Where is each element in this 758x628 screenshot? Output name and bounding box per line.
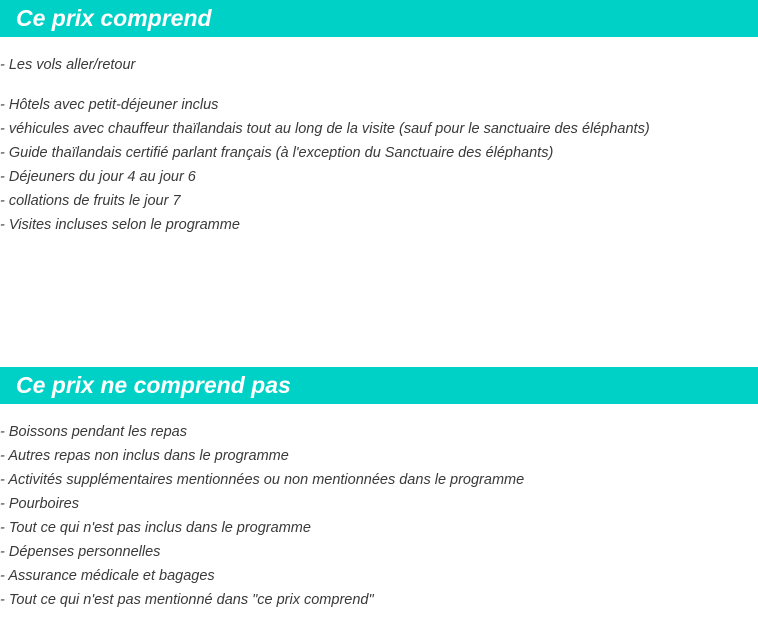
list-item: - Assurance médicale et bagages xyxy=(0,568,215,584)
excludes-header xyxy=(0,367,758,404)
list-item: - Pourboires xyxy=(0,496,79,512)
list-item: - collations de fruits le jour 7 xyxy=(0,193,181,209)
includes-list xyxy=(0,53,756,237)
list-item: - Hôtels avec petit-déjeuner inclus xyxy=(0,97,219,113)
excludes-list xyxy=(0,420,756,612)
includes-title: Ce prix comprend xyxy=(16,5,212,31)
list-item: - Tout ce qui n'est pas mentionné dans "ce prix comprend" xyxy=(0,592,374,608)
list-item: - Boissons pendant les repas xyxy=(0,424,187,440)
list-item: - Autres repas non inclus dans le programme xyxy=(0,448,289,464)
list-item: - Les vols aller/retour xyxy=(0,57,136,73)
excludes-title: Ce prix ne comprend pas xyxy=(16,372,291,398)
includes-header xyxy=(0,0,758,37)
list-item: - Déjeuners du jour 4 au jour 6 xyxy=(0,169,196,185)
list-item: - Tout ce qui n'est pas inclus dans le programme xyxy=(0,520,311,536)
list-item: - Guide thaïlandais certifié parlant français (à l'exception du Sanctuaire des éléphants) xyxy=(0,145,554,161)
list-item: - Dépenses personnelles xyxy=(0,544,161,560)
list-item: - Activités supplémentaires mentionnées ou non mentionnées dans le programme xyxy=(0,472,525,488)
list-item: - Visites incluses selon le programme xyxy=(0,217,240,233)
list-item: - véhicules avec chauffeur thaïlandais tout au long de la visite (sauf pour le sanctuaire des éléphants) xyxy=(0,121,650,137)
